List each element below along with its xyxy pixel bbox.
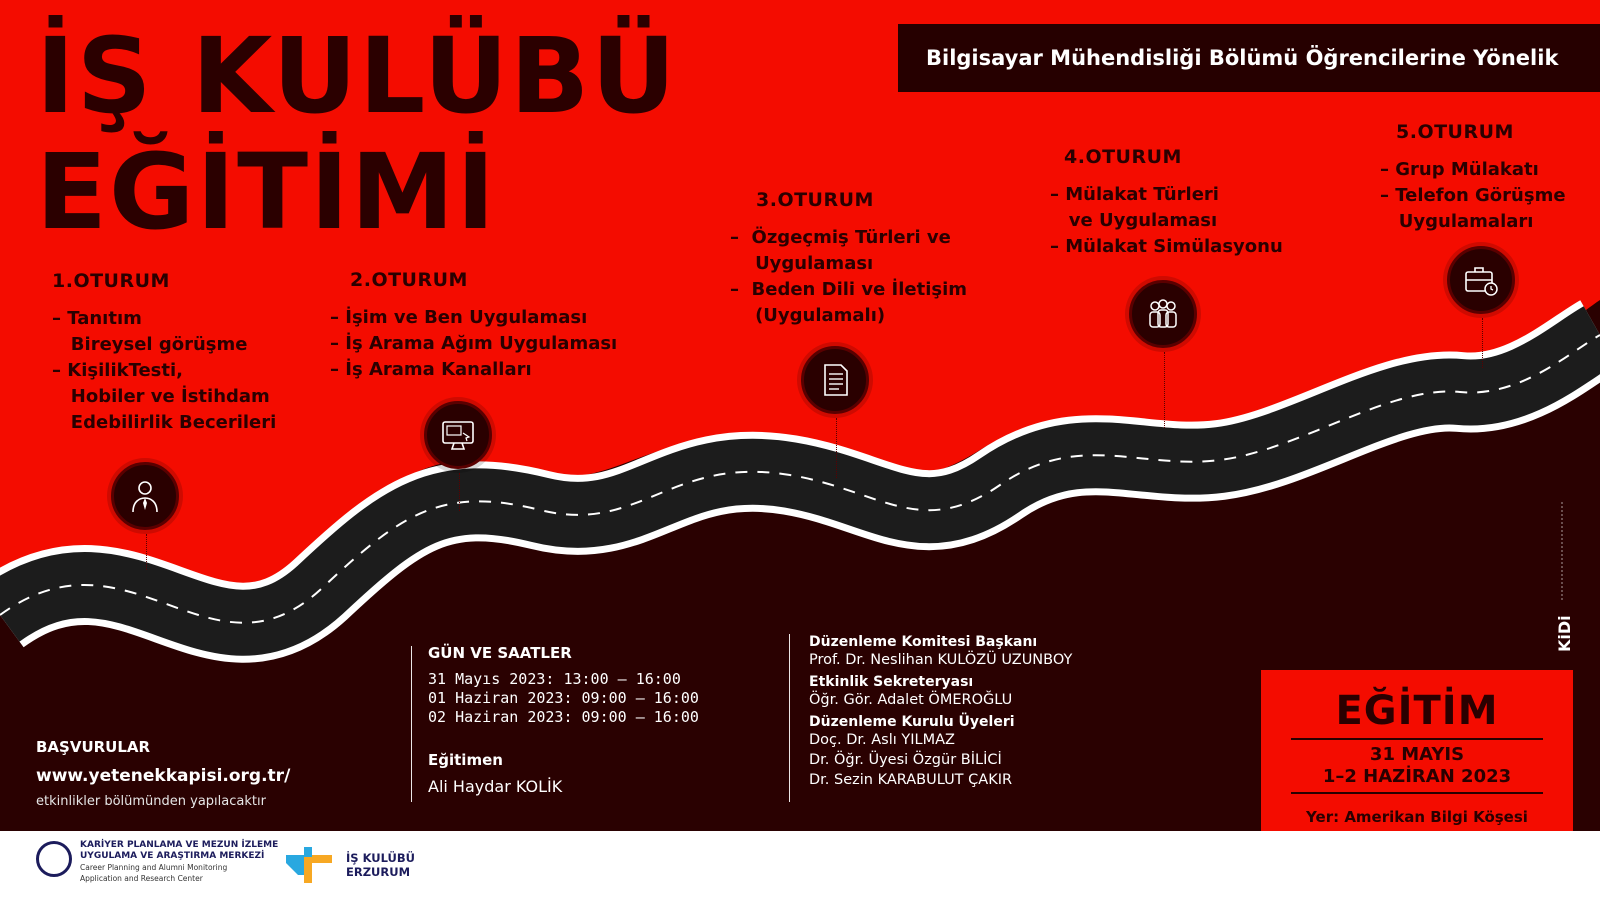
session-1-item: – KişilikTesti, — [52, 360, 184, 381]
event-date-line1: 31 MAYIS — [1369, 744, 1465, 765]
members-label: Düzenleme Kurulu Üyeleri — [809, 714, 1015, 730]
trainer-label: Eğitimen — [428, 751, 503, 769]
session-2-heading: 2.OTURUM — [350, 269, 468, 291]
session-5 — [1380, 121, 1566, 235]
divider — [789, 634, 790, 802]
is-kulubu-text — [346, 851, 415, 879]
applications-label: BAŞVURULAR — [36, 738, 151, 756]
briefcase-clock-icon — [1447, 246, 1515, 314]
career-center-text — [80, 840, 278, 884]
session-2-item: – İş Arama Ağım Uygulaması — [330, 333, 618, 354]
session-4-item: ve Uygulaması — [1050, 210, 1218, 231]
session-2-item: – İşim ve Ben Uygulaması — [330, 307, 588, 328]
pin-line — [459, 473, 460, 511]
kidi-vertical-logo — [1548, 500, 1578, 660]
session-4-item: – Mülakat Türleri — [1050, 184, 1219, 205]
career-line3: Career Planning and Alumni Monitoring — [80, 863, 228, 872]
committee-section — [809, 630, 1072, 790]
session-3-item: (Uygulamalı) — [730, 305, 886, 326]
session-3-item: Uygulaması — [730, 253, 874, 274]
secretariat-name: Öğr. Gör. Adalet ÖMEROĞLU — [809, 692, 1013, 708]
session-5-heading: 5.OTURUM — [1396, 121, 1514, 143]
session-4-item: – Mülakat Simülasyonu — [1050, 236, 1283, 257]
applications-note: etkinlikler bölümünden yapılacaktır — [36, 794, 266, 809]
schedule-row: 01 Haziran 2023: 09:00 – 16:00 — [428, 689, 699, 707]
applications-url[interactable]: www.yetenekkapisi.org.tr/ — [36, 766, 291, 786]
pin-line — [146, 534, 147, 570]
career-line4: Application and Research Center — [80, 874, 203, 883]
session-5-item: – Telefon Görüşme — [1380, 185, 1566, 206]
pin-line — [1164, 352, 1165, 428]
session-3 — [730, 189, 967, 329]
is-kulubu-logo — [284, 845, 336, 885]
club-line2: ERZURUM — [346, 865, 411, 879]
svg-text:KiDi: KiDi — [1555, 615, 1574, 652]
event-title: EĞİTİM — [1335, 688, 1499, 734]
event-divider — [1291, 792, 1543, 794]
committee-chair-label: Düzenleme Komitesi Başkanı — [809, 634, 1038, 650]
event-date-line2: 1–2 HAZİRAN 2023 — [1322, 766, 1512, 787]
session-3-item: – Özgeçmiş Türleri ve — [730, 227, 951, 248]
subtitle-text: Bilgisayar Mühendisliği Bölümü Öğrencilerine Yönelik — [926, 46, 1559, 70]
session-1-item: Edebilirlik Becerileri — [52, 412, 277, 433]
person-tie-icon — [111, 462, 179, 530]
pin-line — [1482, 318, 1483, 368]
committee-chair: Prof. Dr. Neslihan KULÖZÜ UZUNBOY — [809, 652, 1073, 668]
pin-line — [836, 418, 837, 478]
footer — [0, 831, 1600, 900]
session-3-item: – Beden Dili ve İletişim — [730, 279, 968, 300]
club-line1: İŞ KULÜBÜ — [346, 851, 415, 865]
event-divider — [1291, 738, 1543, 740]
applications-section — [36, 738, 290, 809]
member-name: Dr. Öğr. Üyesi Özgür BİLİCİ — [809, 752, 1002, 768]
schedule-row: 02 Haziran 2023: 09:00 – 16:00 — [428, 708, 699, 726]
member-name: Dr. Sezin KARABULUT ÇAKIR — [809, 772, 1013, 788]
schedule-section — [428, 644, 699, 796]
session-2 — [330, 269, 617, 383]
career-line2: UYGULAMA VE ARAŞTIRMA MERKEZİ — [80, 851, 265, 861]
session-5-item: – Grup Mülakatı — [1380, 159, 1539, 180]
session-1 — [52, 270, 276, 436]
session-4 — [1050, 146, 1283, 260]
session-2-item: – İş Arama Kanalları — [330, 359, 532, 380]
main-title-line2: EĞİTİMİ — [36, 131, 497, 253]
schedule-row: 31 Mayıs 2023: 13:00 – 16:00 — [428, 670, 681, 688]
schedule-label: GÜN VE SAATLER — [428, 644, 572, 662]
subtitle-bar — [898, 24, 1600, 92]
member-name: Doç. Dr. Aslı YILMAZ — [809, 732, 955, 748]
session-1-item: Bireysel görüşme — [52, 334, 248, 355]
document-icon — [801, 346, 869, 414]
trainer-name: Ali Haydar KOLİK — [428, 777, 563, 796]
session-3-heading: 3.OTURUM — [756, 189, 874, 211]
session-1-item: Hobiler ve İstihdam — [52, 386, 270, 407]
session-1-heading: 1.OTURUM — [52, 270, 170, 292]
secretariat-label: Etkinlik Sekreteryası — [809, 674, 974, 690]
event-place: Yer: Amerikan Bilgi Köşesi — [1306, 808, 1528, 826]
session-4-heading: 4.OTURUM — [1064, 146, 1182, 168]
main-title-line1: İŞ KULÜBÜ — [36, 15, 678, 137]
computer-monitor-icon — [424, 401, 492, 469]
university-seal-logo — [36, 841, 72, 877]
divider — [411, 646, 412, 802]
group-people-icon — [1129, 280, 1197, 348]
session-1-item: – Tanıtım — [52, 308, 142, 329]
career-line1: KARİYER PLANLAMA VE MEZUN İZLEME — [80, 840, 279, 850]
session-5-item: Uygulamaları — [1380, 211, 1534, 232]
